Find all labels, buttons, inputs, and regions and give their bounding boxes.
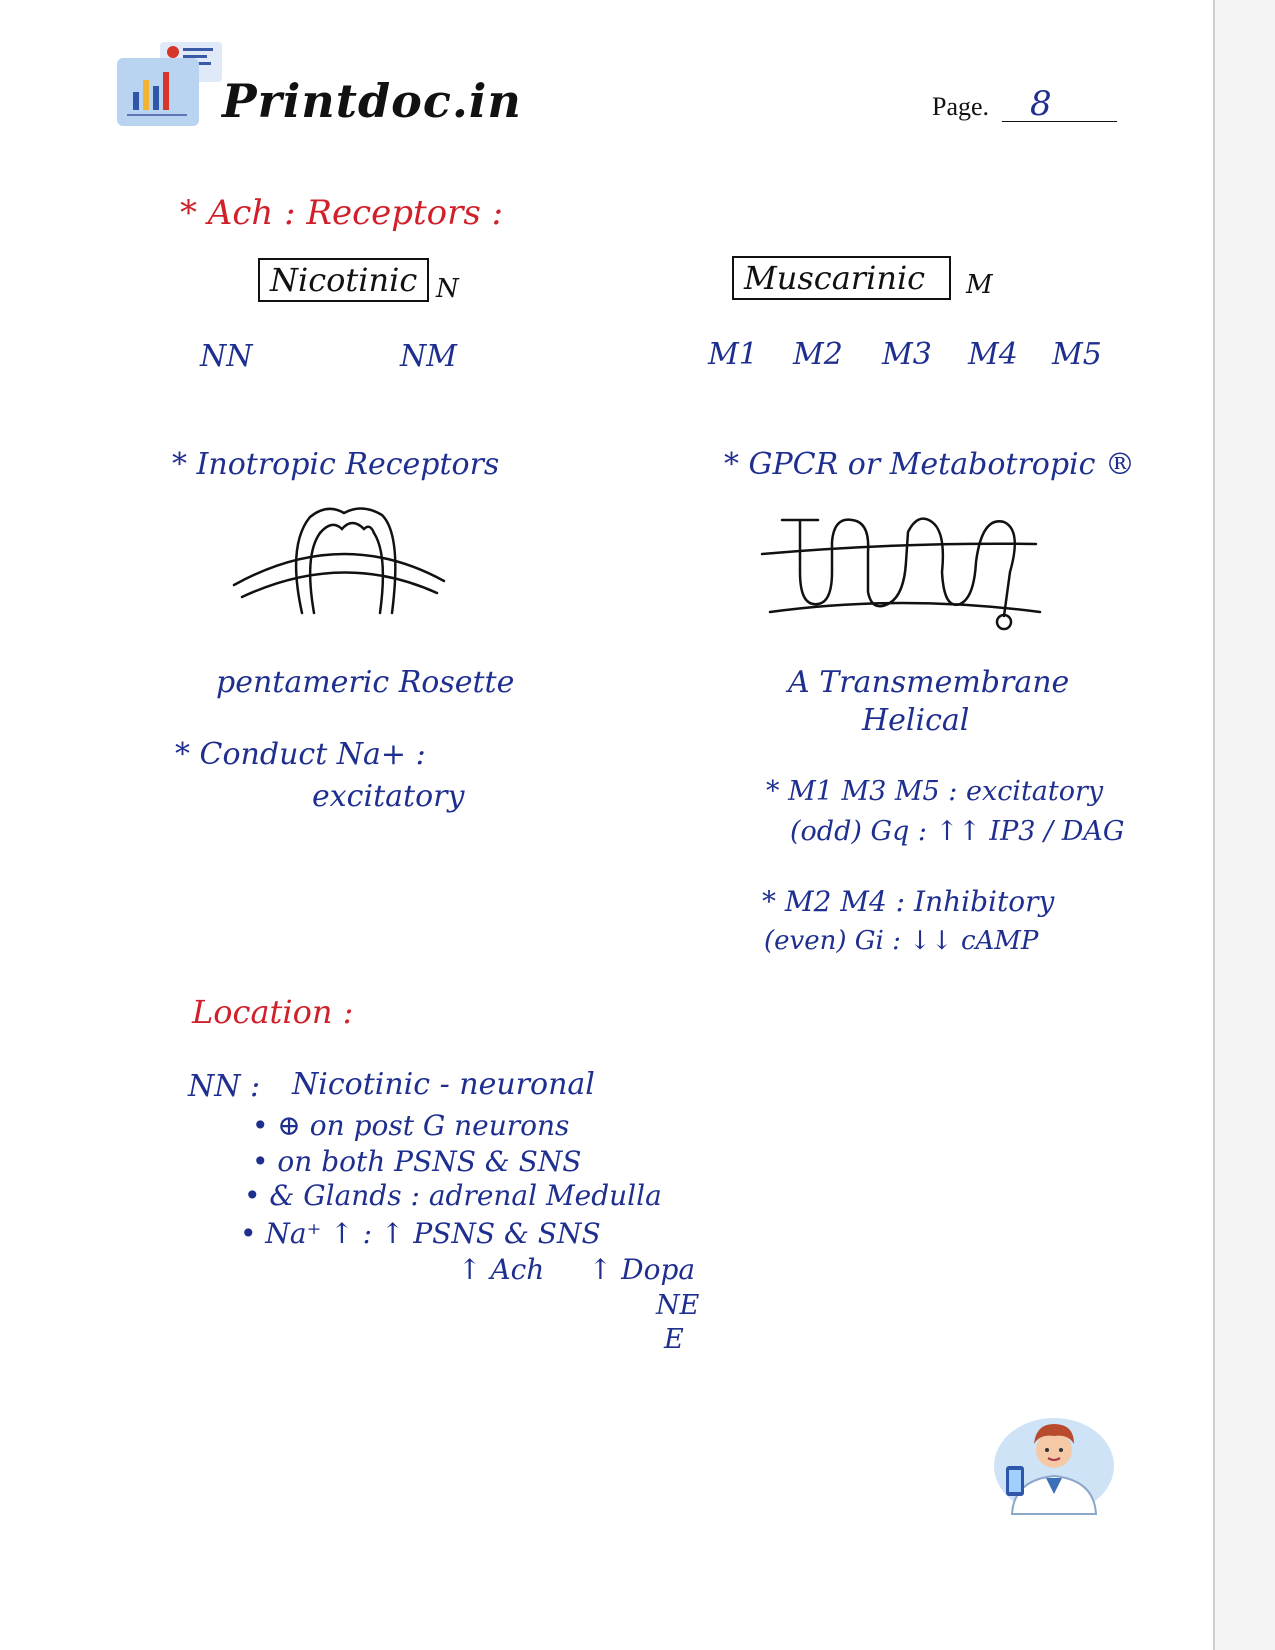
subtype-m2: M2	[793, 337, 843, 372]
pentameric-rosette-drawing	[232, 505, 452, 615]
location-bullet-2: • on both PSNS & SNS	[252, 1145, 582, 1178]
page-number: 8	[1030, 84, 1052, 124]
scan-margin	[1215, 0, 1275, 1650]
subtype-nm: NM	[400, 339, 457, 374]
subtype-m3: M3	[882, 337, 932, 372]
transmembrane-helix-drawing	[760, 512, 1050, 642]
gpcr-heading: * GPCR or Metabotropic ®	[724, 447, 1135, 482]
doctor-avatar-icon	[992, 1410, 1116, 1514]
helix-caption-1: A Transmembrane	[788, 665, 1070, 700]
location-bullet-1: • ⊕ on post G neurons	[252, 1109, 570, 1142]
subtype-nn: NN	[200, 339, 253, 374]
chart-document-icon	[115, 40, 225, 130]
excitatory-note-2: (odd) Gq : ↑↑ IP3 / DAG	[790, 816, 1125, 847]
inhibitory-note-1: * M2 M4 : Inhibitory	[762, 885, 1055, 918]
nicotinic-label: Nicotinic	[258, 258, 429, 302]
location-bullet-4: • Na⁺ ↑ : ↑ PSNS & SNS	[240, 1217, 601, 1250]
location-bullet-3: • & Glands : adrenal Medulla	[244, 1179, 662, 1212]
location-effects-ne: NE	[656, 1290, 700, 1321]
nicotinic-note-1: * Conduct Na+ :	[175, 737, 426, 772]
subtype-m1: M1	[708, 337, 758, 372]
muscarinic-label: Muscarinic	[732, 256, 951, 300]
subtype-m5: M5	[1052, 337, 1102, 372]
location-effects-1: ↑ Ach ↑ Dopa	[458, 1253, 696, 1286]
helix-caption-2: Helical	[862, 703, 970, 738]
inotropic-heading: * Inotropic Receptors	[172, 447, 500, 482]
nicotinic-symbol: N	[436, 274, 459, 304]
page-label: Page.	[932, 92, 990, 121]
muscarinic-symbol: M	[966, 270, 993, 300]
page-number-line	[1002, 121, 1117, 122]
location-item-title: Nicotinic - neuronal	[292, 1067, 595, 1102]
nicotinic-note-2: excitatory	[312, 779, 465, 814]
location-item-label: NN :	[188, 1069, 261, 1104]
location-heading: Location :	[192, 993, 354, 1031]
rosette-caption: pentameric Rosette	[216, 665, 515, 700]
subtype-m4: M4	[968, 337, 1018, 372]
brand-name: Printdoc.in	[222, 74, 522, 128]
inhibitory-note-2: (even) Gi : ↓↓ cAMP	[764, 926, 1039, 956]
location-effects-e: E	[664, 1324, 684, 1355]
section-title: * Ach : Receptors :	[180, 193, 504, 233]
excitatory-note-1: * M1 M3 M5 : excitatory	[766, 776, 1104, 807]
